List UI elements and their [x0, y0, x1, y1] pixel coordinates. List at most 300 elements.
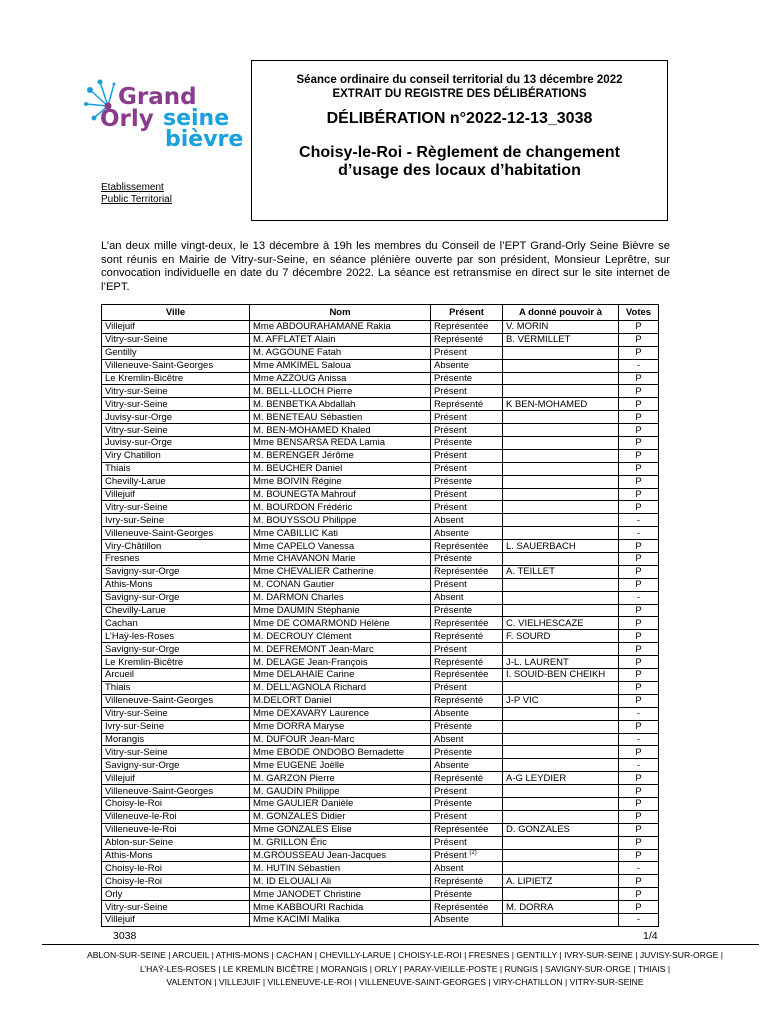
cell-present: Présent: [431, 681, 503, 694]
cell-ville: Savigny-sur-Orge: [102, 565, 250, 578]
cell-vote: P: [619, 553, 659, 566]
cell-vote: P: [619, 565, 659, 578]
cell-nom: Mme AZZOUG Anissa: [250, 372, 431, 385]
subject-line1: Choisy-le-Roi - Règlement de changement: [299, 144, 620, 161]
cell-pouvoir: [503, 849, 619, 862]
cell-present: Présent: [431, 411, 503, 424]
cell-pouvoir: [503, 797, 619, 810]
establishment-line2: Public Territorial: [101, 194, 172, 205]
header-votes: Votes: [619, 305, 659, 321]
cell-pouvoir: [503, 785, 619, 798]
cell-present: Présent: [431, 785, 503, 798]
cell-pouvoir: [503, 888, 619, 901]
cell-pouvoir: [503, 346, 619, 359]
cell-ville: Viry-Châtillon: [102, 540, 250, 553]
cell-vote: P: [619, 797, 659, 810]
cell-pouvoir: K BEN-MOHAMED: [503, 398, 619, 411]
cell-ville: Villeneuve-Saint-Georges: [102, 785, 250, 798]
cell-present: Présente: [431, 888, 503, 901]
cell-ville: Villeneuve-le-Roi: [102, 810, 250, 823]
cell-present: Présent: [431, 501, 503, 514]
cell-pouvoir: [503, 411, 619, 424]
cell-vote: P: [619, 669, 659, 682]
cell-pouvoir: J-P VIC: [503, 694, 619, 707]
cell-pouvoir: [503, 449, 619, 462]
deliberation-number: DÉLIBÉRATION n°2022-12-13_3038: [326, 110, 593, 127]
table-row: [102, 565, 659, 578]
cell-vote: P: [619, 578, 659, 591]
subject-line2: d’usage des locaux d’habitation: [338, 162, 581, 179]
cell-vote: P: [619, 836, 659, 849]
cell-ville: Ivry-sur-Seine: [102, 720, 250, 733]
logo-word-orly: Orly: [100, 106, 154, 132]
cell-nom: M. BENBETKA Abdallah: [250, 398, 431, 411]
table-row: [102, 501, 659, 514]
cell-ville: Choisy-le-Roi: [102, 862, 250, 875]
member-towns-list: [60, 949, 750, 990]
cell-nom: M. AFFLATET Alain: [250, 333, 431, 346]
cell-pouvoir: [503, 681, 619, 694]
cell-pouvoir: M. DORRA: [503, 901, 619, 914]
cell-present: Présent: [431, 346, 503, 359]
cell-present: Représentée: [431, 565, 503, 578]
table-row: [102, 449, 659, 462]
cell-ville: Villejuif: [102, 321, 250, 334]
cell-ville: Vitry-sur-Seine: [102, 333, 250, 346]
footnote-marker: (2): [469, 849, 477, 856]
table-row: [102, 681, 659, 694]
cell-nom: Mme BENSARSA REDA Lamia: [250, 437, 431, 450]
cell-ville: Orly: [102, 888, 250, 901]
cell-pouvoir: A-G LEYDIER: [503, 772, 619, 785]
cell-ville: Vitry-sur-Seine: [102, 424, 250, 437]
cell-nom: M. BELL-LLOCH Pierre: [250, 385, 431, 398]
cell-vote: P: [619, 398, 659, 411]
cell-present: Présent $^{(2)}$: [431, 849, 503, 862]
table-row: [102, 836, 659, 849]
cell-vote: -: [619, 913, 659, 926]
cell-pouvoir: [503, 424, 619, 437]
cell-nom: M. BOURDON Frédéric: [250, 501, 431, 514]
cell-present: Présente: [431, 797, 503, 810]
cell-nom: M. GARZON Pierre: [250, 772, 431, 785]
cell-present: Absente: [431, 913, 503, 926]
cell-vote: P: [619, 772, 659, 785]
cell-vote: P: [619, 785, 659, 798]
cell-vote: P: [619, 462, 659, 475]
table-row: [102, 540, 659, 553]
table-row: [102, 488, 659, 501]
cell-pouvoir: [503, 514, 619, 527]
cell-present: Représenté: [431, 630, 503, 643]
cell-ville: Vitry-sur-Seine: [102, 501, 250, 514]
table-row: [102, 746, 659, 759]
cell-pouvoir: [503, 746, 619, 759]
cell-nom: Mme KACIMI Malika: [250, 913, 431, 926]
cell-nom: M. DELL’AGNOLA Richard: [250, 681, 431, 694]
cell-pouvoir: V. MORIN: [503, 321, 619, 334]
cell-nom: Mme DORRA Maryse: [250, 720, 431, 733]
table-row: [102, 643, 659, 656]
cell-ville: Gentilly: [102, 346, 250, 359]
cell-pouvoir: [503, 359, 619, 372]
logo-word-bievre: bièvre: [165, 127, 244, 152]
cell-ville: Athis-Mons: [102, 849, 250, 862]
cell-present: Présente: [431, 437, 503, 450]
cell-vote: P: [619, 875, 659, 888]
cell-nom: M. GONZALES Didier: [250, 810, 431, 823]
cell-vote: P: [619, 823, 659, 836]
cell-nom: Mme CHAVANON Marie: [250, 553, 431, 566]
cell-nom: Mme CABILLIC Kati: [250, 527, 431, 540]
table-row: [102, 875, 659, 888]
cell-pouvoir: [503, 578, 619, 591]
cell-pouvoir: [503, 862, 619, 875]
register-extract: EXTRAIT DU REGISTRE DES DÉLIBÉRATIONS: [332, 88, 587, 100]
cell-nom: Mme DEXAVARY Laurence: [250, 707, 431, 720]
cell-pouvoir: J-L. LAURENT: [503, 656, 619, 669]
header-ville: Ville: [102, 305, 250, 321]
cell-nom: M. DARMON Charles: [250, 591, 431, 604]
cell-pouvoir: [503, 372, 619, 385]
cell-nom: M. BENETEAU Sébastien: [250, 411, 431, 424]
header-present: Présent: [431, 305, 503, 321]
cell-present: Représentée: [431, 669, 503, 682]
cell-present: Absente: [431, 759, 503, 772]
cell-nom: M. BEUCHER Daniel: [250, 462, 431, 475]
cell-present: Présent: [431, 578, 503, 591]
cell-pouvoir: [503, 759, 619, 772]
table-row: [102, 759, 659, 772]
cell-ville: Choisy-le-Roi: [102, 875, 250, 888]
cell-ville: Ablon-sur-Seine: [102, 836, 250, 849]
cell-vote: -: [619, 359, 659, 372]
table-row: [102, 424, 659, 437]
table-row: [102, 785, 659, 798]
cell-present: Présent: [431, 462, 503, 475]
table-row: [102, 797, 659, 810]
cell-present: Présent: [431, 810, 503, 823]
cell-ville: Fresnes: [102, 553, 250, 566]
table-row: [102, 333, 659, 346]
deliberation-subject: [252, 144, 667, 180]
cell-ville: L’Haÿ-les-Roses: [102, 630, 250, 643]
table-row: [102, 527, 659, 540]
header-pouvoir: A donné pouvoir à: [503, 305, 619, 321]
cell-vote: P: [619, 888, 659, 901]
cell-pouvoir: C. VIELHESCAZE: [503, 617, 619, 630]
cell-pouvoir: [503, 501, 619, 514]
cell-present: Représentée: [431, 823, 503, 836]
cell-present: Présent: [431, 385, 503, 398]
cell-pouvoir: [503, 604, 619, 617]
cell-vote: P: [619, 746, 659, 759]
towns-line3: VALENTON | VILLEJUIF | VILLENEUVE-LE-ROI | VILLENEUVE-SAINT-GEORGES | VIRY-CHATILLON | VITRY-SUR-SEINE: [166, 977, 644, 987]
cell-vote: -: [619, 514, 659, 527]
cell-pouvoir: I. SOUID-BEN CHEIKH: [503, 669, 619, 682]
cell-vote: P: [619, 643, 659, 656]
cell-nom: Mme CAPELO Vanessa: [250, 540, 431, 553]
cell-vote: P: [619, 901, 659, 914]
cell-nom: Mme KABBOURI Rachida: [250, 901, 431, 914]
cell-nom: M.DELORT Daniel: [250, 694, 431, 707]
cell-present: Présent: [431, 836, 503, 849]
cell-pouvoir: L. SAUERBACH: [503, 540, 619, 553]
cell-ville: Vitry-sur-Seine: [102, 901, 250, 914]
cell-vote: -: [619, 707, 659, 720]
cell-pouvoir: [503, 527, 619, 540]
cell-pouvoir: [503, 553, 619, 566]
cell-pouvoir: [503, 475, 619, 488]
cell-ville: Thiais: [102, 462, 250, 475]
cell-present: Présent: [431, 488, 503, 501]
table-row: [102, 888, 659, 901]
cell-ville: Le Kremlin-Bicêtre: [102, 372, 250, 385]
table-row: [102, 514, 659, 527]
cell-present: Représentée: [431, 321, 503, 334]
table-row: [102, 823, 659, 836]
cell-ville: Choisy-le-Roi: [102, 797, 250, 810]
cell-pouvoir: [503, 385, 619, 398]
cell-nom: M. AGGOUNE Fatah: [250, 346, 431, 359]
session-title: Séance ordinaire du conseil territorial du 13 décembre 2022: [296, 74, 623, 86]
cell-pouvoir: [503, 810, 619, 823]
cell-present: Présente: [431, 720, 503, 733]
cell-ville: Villejuif: [102, 913, 250, 926]
cell-nom: M. GRILLON Éric: [250, 836, 431, 849]
cell-pouvoir: [503, 913, 619, 926]
cell-vote: P: [619, 810, 659, 823]
cell-vote: P: [619, 488, 659, 501]
table-row: [102, 617, 659, 630]
table-row: [102, 604, 659, 617]
table-row: [102, 578, 659, 591]
cell-vote: -: [619, 759, 659, 772]
table-row: [102, 372, 659, 385]
cell-pouvoir: D. GONZALES: [503, 823, 619, 836]
cell-pouvoir: [503, 488, 619, 501]
cell-vote: P: [619, 656, 659, 669]
table-row: [102, 385, 659, 398]
cell-present: Représentée: [431, 540, 503, 553]
cell-ville: Villeneuve-le-Roi: [102, 823, 250, 836]
cell-ville: Chevilly-Larue: [102, 604, 250, 617]
cell-present: Présente: [431, 475, 503, 488]
cell-ville: Vitry-sur-Seine: [102, 746, 250, 759]
cell-present: Présent: [431, 643, 503, 656]
cell-present: Présente: [431, 746, 503, 759]
table-row: [102, 591, 659, 604]
cell-ville: Vitry-sur-Seine: [102, 385, 250, 398]
table-row: [102, 720, 659, 733]
cell-pouvoir: [503, 462, 619, 475]
cell-vote: P: [619, 540, 659, 553]
table-row: [102, 862, 659, 875]
cell-vote: -: [619, 733, 659, 746]
cell-present: Représenté: [431, 656, 503, 669]
header-nom: Nom: [250, 305, 431, 321]
table-row: [102, 437, 659, 450]
cell-ville: Villeneuve-Saint-Georges: [102, 527, 250, 540]
cell-present: Présente: [431, 604, 503, 617]
cell-present: Représenté: [431, 772, 503, 785]
grand-orly-logo: [78, 78, 248, 158]
cell-ville: Savigny-sur-Orge: [102, 759, 250, 772]
cell-vote: P: [619, 720, 659, 733]
members-table: [101, 304, 659, 927]
cell-ville: Viry Chatillon: [102, 449, 250, 462]
cell-vote: P: [619, 424, 659, 437]
cell-ville: Savigny-sur-Orge: [102, 643, 250, 656]
cell-vote: P: [619, 321, 659, 334]
cell-vote: -: [619, 527, 659, 540]
cell-vote: P: [619, 385, 659, 398]
cell-present: Représenté: [431, 694, 503, 707]
cell-present: Absente: [431, 527, 503, 540]
cell-ville: Villeneuve-Saint-Georges: [102, 694, 250, 707]
cell-ville: Juvisy-sur-Orge: [102, 411, 250, 424]
cell-ville: Villeneuve-Saint-Georges: [102, 359, 250, 372]
cell-vote: P: [619, 411, 659, 424]
establishment-line1: Etablissement: [101, 182, 164, 193]
cell-nom: Mme AMKIMEL Saloua: [250, 359, 431, 372]
cell-pouvoir: [503, 707, 619, 720]
table-row: [102, 346, 659, 359]
table-row: [102, 810, 659, 823]
cell-ville: Villejuif: [102, 772, 250, 785]
cell-nom: M. DECROUY Clément: [250, 630, 431, 643]
towns-line1: ABLON-SUR-SEINE | ARCUEIL | ATHIS-MONS | CACHAN | CHEVILLY-LARUE | CHOISY-LE-ROI | FRESNES | GENTILLY | IVRY-SUR-SEINE | JUVISY-SUR-ORGE |: [87, 950, 723, 960]
cell-vote: -: [619, 591, 659, 604]
cell-present: Présent: [431, 449, 503, 462]
table-row: [102, 913, 659, 926]
cell-vote: P: [619, 475, 659, 488]
cell-nom: Mme DE COMARMOND Hélène: [250, 617, 431, 630]
cell-nom: M. GAUDIN Philippe: [250, 785, 431, 798]
cell-nom: M. BOUNEGTA Mahrouf: [250, 488, 431, 501]
cell-nom: M. DELAGE Jean-François: [250, 656, 431, 669]
table-row: [102, 359, 659, 372]
cell-present: Représenté: [431, 398, 503, 411]
cell-present: Absent: [431, 591, 503, 604]
cell-nom: M. DEFREMONT Jean-Marc: [250, 643, 431, 656]
cell-present: Absente: [431, 707, 503, 720]
table-row: [102, 669, 659, 682]
table-row: [102, 901, 659, 914]
cell-present: Représenté: [431, 875, 503, 888]
cell-nom: Mme EUGENE Joëlle: [250, 759, 431, 772]
cell-vote: P: [619, 501, 659, 514]
cell-nom: M. CONAN Gautier: [250, 578, 431, 591]
cell-pouvoir: B. VERMILLET: [503, 333, 619, 346]
cell-present: Représenté: [431, 333, 503, 346]
footer-divider: [42, 944, 759, 945]
cell-ville: Morangis: [102, 733, 250, 746]
cell-vote: P: [619, 694, 659, 707]
cell-pouvoir: [503, 733, 619, 746]
cell-vote: P: [619, 449, 659, 462]
deliberation-header: [251, 60, 668, 221]
cell-vote: P: [619, 681, 659, 694]
cell-vote: P: [619, 333, 659, 346]
cell-pouvoir: A. TEILLET: [503, 565, 619, 578]
cell-present: Absent: [431, 514, 503, 527]
cell-nom: Mme DAUMIN Stéphanie: [250, 604, 431, 617]
cell-pouvoir: F. SOURD: [503, 630, 619, 643]
cell-nom: Mme CHEVALIER Catherine: [250, 565, 431, 578]
cell-nom: M. BOUYSSOU Philippe: [250, 514, 431, 527]
cell-vote: P: [619, 346, 659, 359]
cell-ville: Le Kremlin-Bicêtre: [102, 656, 250, 669]
establishment-label: [101, 182, 172, 206]
cell-nom: Mme GONZALES Elise: [250, 823, 431, 836]
table-row: [102, 398, 659, 411]
cell-nom: Mme BOIVIN Régine: [250, 475, 431, 488]
cell-present: Présente: [431, 372, 503, 385]
cell-nom: M.GROUSSEAU Jean-Jacques: [250, 849, 431, 862]
intro-paragraph: L’an deux mille vingt-deux, le 13 décembre à 19h les membres du Conseil de l’EPT Grand-Orly Seine Bièvre se sont réunis en Mairie de Vitry-sur-Seine, en séance plénière ouverte par son président, Monsieur Leprêtre, sur convocation individuelle en date du 7 décembre 2022. La séance est retransmise en direct sur le site internet de l’EPT.: [101, 240, 670, 293]
cell-pouvoir: [503, 836, 619, 849]
cell-ville: Chevilly-Larue: [102, 475, 250, 488]
cell-pouvoir: [503, 720, 619, 733]
table-row: [102, 462, 659, 475]
cell-ville: Vitry-sur-Seine: [102, 707, 250, 720]
cell-pouvoir: [503, 437, 619, 450]
table-row: [102, 656, 659, 669]
cell-nom: M. BERENGER Jérôme: [250, 449, 431, 462]
cell-ville: Cachan: [102, 617, 250, 630]
cell-ville: Arcueil: [102, 669, 250, 682]
towns-line2: L’HAŸ-LES-ROSES | LE KREMLIN BICÊTRE | MORANGIS | ORLY | PARAY-VIEILLE-POSTE | RUNGIS | SAVIGNY-SUR-ORGE | THIAIS |: [139, 963, 671, 974]
footer-code: 3038: [113, 930, 137, 942]
cell-present: Représentée: [431, 901, 503, 914]
cell-vote: P: [619, 617, 659, 630]
table-row: [102, 321, 659, 334]
cell-ville: Villejuif: [102, 488, 250, 501]
cell-vote: P: [619, 604, 659, 617]
cell-vote: P: [619, 849, 659, 862]
cell-nom: M. ID ELOUALI Ali: [250, 875, 431, 888]
cell-ville: Juvisy-sur-Orge: [102, 437, 250, 450]
cell-nom: M. HUTIN Sébastien: [250, 862, 431, 875]
table-row: [102, 733, 659, 746]
cell-ville: Ivry-sur-Seine: [102, 514, 250, 527]
cell-present: Absente: [431, 359, 503, 372]
cell-present: Représentée: [431, 617, 503, 630]
table-header-row: [102, 305, 659, 321]
cell-nom: M. BEN-MOHAMED Khaled: [250, 424, 431, 437]
cell-present: Présente: [431, 553, 503, 566]
cell-pouvoir: [503, 591, 619, 604]
cell-present: Présent: [431, 424, 503, 437]
cell-ville: Vitry-sur-Seine: [102, 398, 250, 411]
table-row: [102, 849, 659, 862]
cell-ville: Thiais: [102, 681, 250, 694]
cell-nom: Mme GAULIER Danièle: [250, 797, 431, 810]
cell-nom: Mme JANODET Christine: [250, 888, 431, 901]
cell-ville: Savigny-sur-Orge: [102, 591, 250, 604]
cell-present: Absent: [431, 862, 503, 875]
cell-pouvoir: A. LIPIETZ: [503, 875, 619, 888]
cell-nom: M. DUFOUR Jean-Marc: [250, 733, 431, 746]
cell-vote: -: [619, 862, 659, 875]
cell-present: Absent: [431, 733, 503, 746]
logo-word-grand: Grand: [118, 84, 197, 110]
logo-word-seine: seine: [163, 106, 230, 131]
table-row: [102, 411, 659, 424]
cell-pouvoir: [503, 643, 619, 656]
cell-vote: P: [619, 630, 659, 643]
